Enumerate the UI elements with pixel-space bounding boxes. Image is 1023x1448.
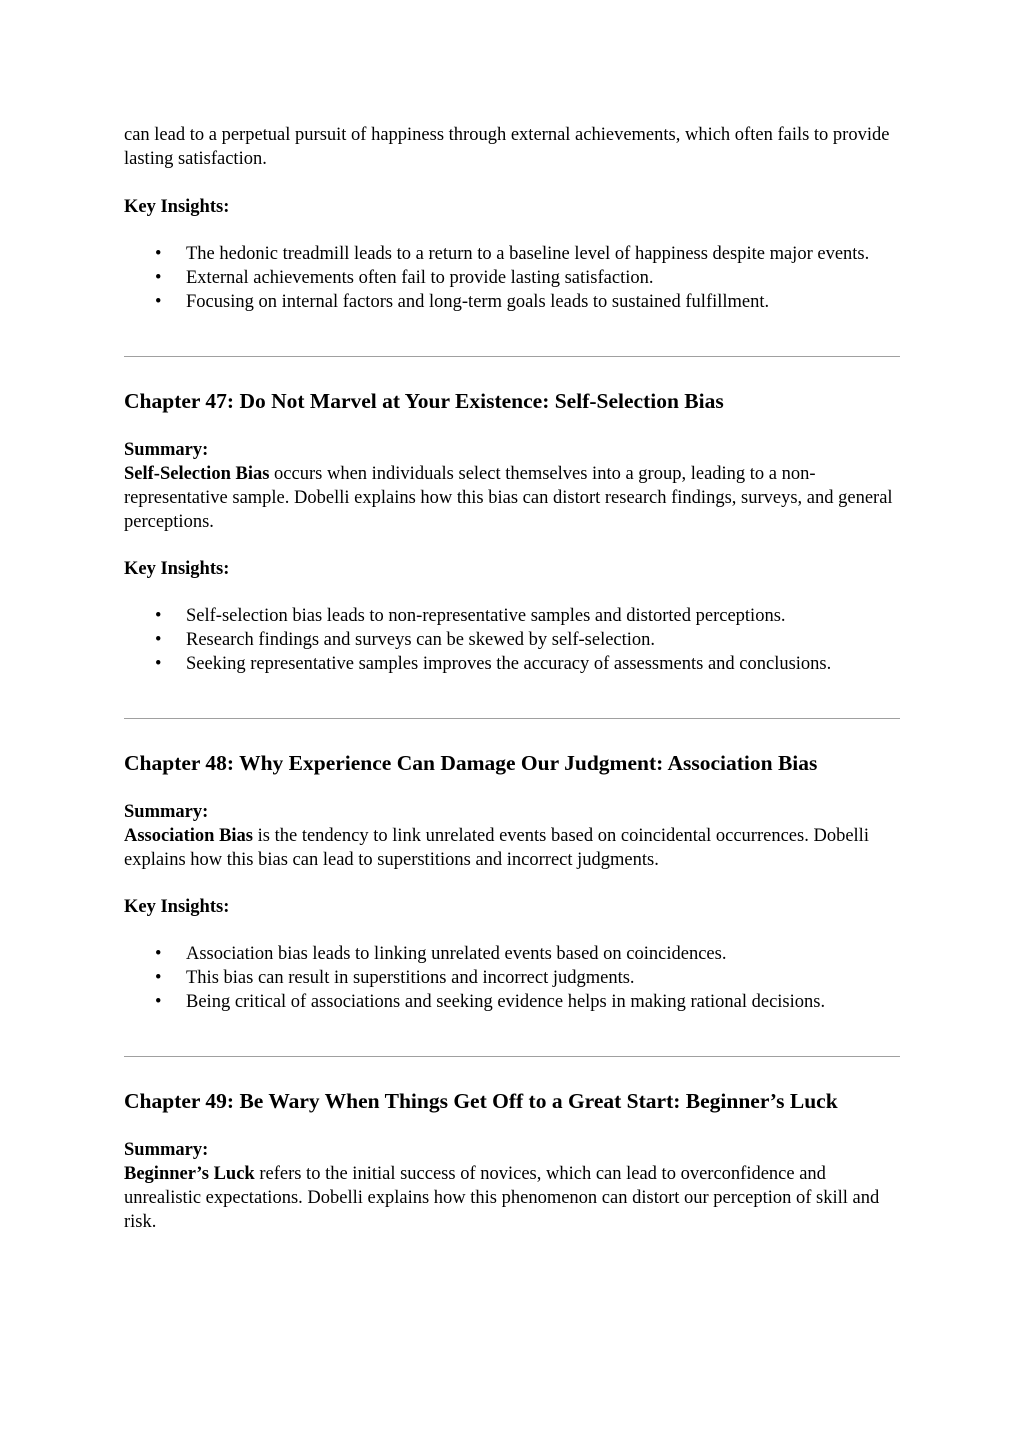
list-item bbox=[124, 604, 900, 628]
key-insights-list bbox=[124, 242, 900, 314]
list-item bbox=[124, 628, 900, 652]
summary-label: Summary: bbox=[124, 1140, 209, 1160]
section-divider bbox=[124, 1056, 900, 1057]
document-page bbox=[124, 123, 900, 1234]
bullet-icon: • bbox=[155, 606, 162, 626]
summary-label: Summary: bbox=[124, 802, 209, 822]
summary-term: Association Bias bbox=[124, 826, 254, 846]
summary-label: Summary: bbox=[124, 440, 209, 460]
bullet-icon: • bbox=[155, 630, 162, 650]
list-item-text: External achievements often fail to provide lasting satisfaction. bbox=[186, 268, 654, 288]
key-insights-list bbox=[124, 942, 900, 1014]
list-item bbox=[124, 652, 900, 676]
key-insights-label: Key Insights: bbox=[124, 197, 230, 217]
bullet-icon: • bbox=[155, 292, 162, 312]
list-item bbox=[124, 290, 900, 314]
bullet-icon: • bbox=[155, 968, 162, 988]
bullet-icon: • bbox=[155, 244, 162, 264]
list-item-text: Seeking representative samples improves the accuracy of assessments and conclusions. bbox=[186, 654, 832, 674]
list-item-text: This bias can result in superstitions and incorrect judgments. bbox=[186, 968, 635, 988]
summary-text: is the tendency to link unrelated events based on coincidental occurrences. Dobelli explains how this bias can lead to superstitions and incorrect judgments. bbox=[124, 826, 869, 870]
chapter-title: Chapter 47: Do Not Marvel at Your Existence: Self-Selection Bias bbox=[124, 389, 724, 413]
chapter-title: Chapter 49: Be Wary When Things Get Off to a Great Start: Beginner’s Luck bbox=[124, 1089, 838, 1113]
list-item bbox=[124, 242, 900, 266]
section-divider bbox=[124, 356, 900, 357]
summary-paragraph bbox=[124, 462, 900, 534]
list-item bbox=[124, 942, 900, 966]
key-insights-label: Key Insights: bbox=[124, 897, 230, 917]
bullet-icon: • bbox=[155, 268, 162, 288]
key-insights-label: Key Insights: bbox=[124, 559, 230, 579]
summary-text: refers to the initial success of novices, which can lead to overconfidence and unrealistic expectations. Dobelli explains how this phenomenon can distort our perception of skill and risk. bbox=[124, 1164, 880, 1232]
list-item-text: Research findings and surveys can be skewed by self-selection. bbox=[186, 630, 656, 650]
key-insights-list bbox=[124, 604, 900, 676]
section-divider bbox=[124, 718, 900, 719]
list-item bbox=[124, 966, 900, 990]
summary-text: occurs when individuals select themselves into a group, leading to a non-representative sample. Dobelli explains how this bias can distort research findings, surveys, and general perceptions. bbox=[124, 464, 893, 532]
list-item bbox=[124, 266, 900, 290]
bullet-icon: • bbox=[155, 992, 162, 1012]
list-item bbox=[124, 990, 900, 1014]
intro-paragraph: can lead to a perpetual pursuit of happiness through external achievements, which often fails to provide lasting satisfaction. bbox=[124, 125, 890, 169]
list-item-text: Focusing on internal factors and long-term goals leads to sustained fulfillment. bbox=[186, 292, 770, 312]
summary-paragraph bbox=[124, 824, 900, 872]
summary-term: Beginner’s Luck bbox=[124, 1164, 255, 1184]
list-item-text: The hedonic treadmill leads to a return to a baseline level of happiness despite major events. bbox=[186, 244, 870, 264]
bullet-icon: • bbox=[155, 944, 162, 964]
chapter-title: Chapter 48: Why Experience Can Damage Our Judgment: Association Bias bbox=[124, 751, 818, 775]
summary-term: Self-Selection Bias bbox=[124, 464, 270, 484]
list-item-text: Being critical of associations and seeking evidence helps in making rational decisions. bbox=[186, 992, 826, 1012]
list-item-text: Self-selection bias leads to non-representative samples and distorted perceptions. bbox=[186, 606, 786, 626]
bullet-icon: • bbox=[155, 654, 162, 674]
summary-paragraph bbox=[124, 1162, 900, 1234]
list-item-text: Association bias leads to linking unrelated events based on coincidences. bbox=[186, 944, 727, 964]
